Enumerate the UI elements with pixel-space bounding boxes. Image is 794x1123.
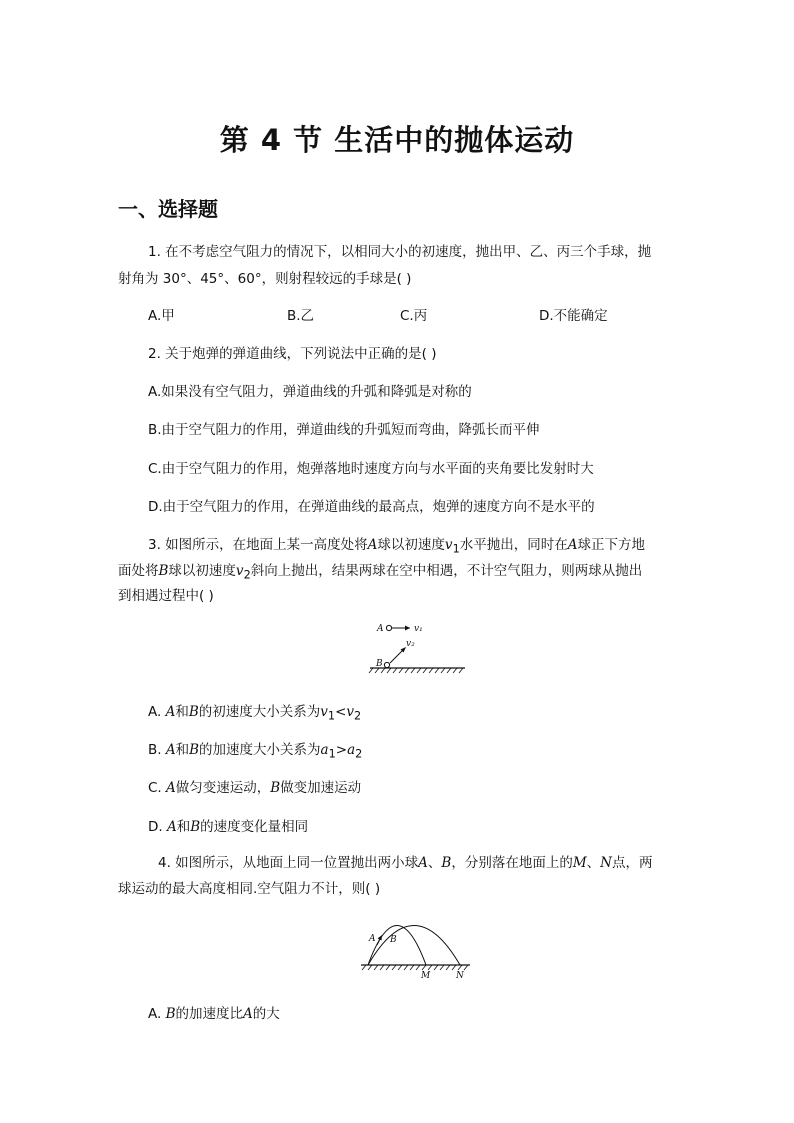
q4-figure-label-b: B — [390, 935, 397, 945]
q1-line-1: 1. 在不考虑空气阻力的情况下，以相同大小的初速度，抛出甲、乙、丙三个手球，抛 — [148, 244, 652, 260]
q3-figure-label-v2: v₂ — [406, 639, 415, 649]
q3-line-2: 面处将B球以初速度$v_2$斜向上抛出，结果两球在空中相遇，不计空气阻力，则两球从抛出 — [118, 563, 643, 582]
q4-figure-label-n: N — [456, 971, 464, 981]
q2-option-b: B.由于空气阻力的作用，弹道曲线的升弧短而弯曲，降弧长而平伸 — [148, 422, 540, 438]
page-title: 第 4 节 生活中的抛体运动 — [219, 123, 575, 157]
q3-figure-label-b: B — [376, 659, 383, 669]
q3-option-c: C. A做匀变速运动，B做变加速运动 — [148, 780, 362, 796]
q4-line-2: 球运动的最大高度相同.空气阻力不计，则( ) — [118, 881, 381, 897]
q1-option-d: D.不能确定 — [539, 308, 608, 324]
q3-ground-hatch — [369, 668, 463, 673]
q3-line-3: 到相遇过程中( ) — [118, 588, 214, 604]
section-heading: 一、选择题 — [118, 197, 218, 221]
q1-option-c: C.丙 — [400, 308, 428, 324]
q4-ground-hatch — [362, 965, 468, 970]
q2-option-c: C.由于空气阻力的作用，炮弹落地时速度方向与水平面的夹角要比发射时大 — [148, 461, 594, 477]
q3-ball-b — [384, 662, 389, 667]
q3-option-a: A. A和B的初速度大小关系为$v_1<v_2$ — [148, 704, 362, 723]
q4-figure-label-a: A — [369, 934, 376, 944]
q4-option-a: A. B的加速度比A的大 — [148, 1006, 280, 1022]
q3-line-1: 3. 如图所示，在地面上某一高度处将A球以初速度$v_1$水平抛出，同时在A球正下方地 — [148, 537, 645, 556]
q4-trajectory-b — [368, 926, 460, 966]
q4-figure-label-m: M — [421, 971, 431, 981]
q3-ball-a — [386, 625, 391, 630]
q4-line-1: 4. 如图所示，从地面上同一位置抛出两小球A、B，分别落在地面上的M、N点，两 — [158, 855, 653, 871]
q2-option-d: D.由于空气阻力的作用，在弹道曲线的最高点，炮弹的速度方向不是水平的 — [148, 499, 595, 515]
q2-line-1: 2. 关于炮弹的弹道曲线，下列说法中正确的是( ) — [148, 346, 437, 362]
q4-figure — [358, 908, 478, 983]
q3-figure-label-a: A — [377, 624, 384, 634]
q1-option-a: A.甲 — [148, 308, 175, 324]
q3-arrow-v1-head — [405, 626, 410, 631]
q2-option-a: A.如果没有空气阻力，弹道曲线的升弧和降弧是对称的 — [148, 384, 472, 400]
q3-figure-label-v1: v₁ — [414, 624, 423, 634]
q1-option-b: B.乙 — [287, 308, 315, 324]
q1-line-2: 射角为 30°、45°、60°，则射程较远的手球是( ) — [118, 271, 412, 287]
q3-figure — [365, 615, 475, 680]
q3-option-d: D. A和B的速度变化量相同 — [148, 819, 309, 835]
q3-option-b: B. A和B的加速度大小关系为$a_1>a_2$ — [148, 742, 363, 761]
